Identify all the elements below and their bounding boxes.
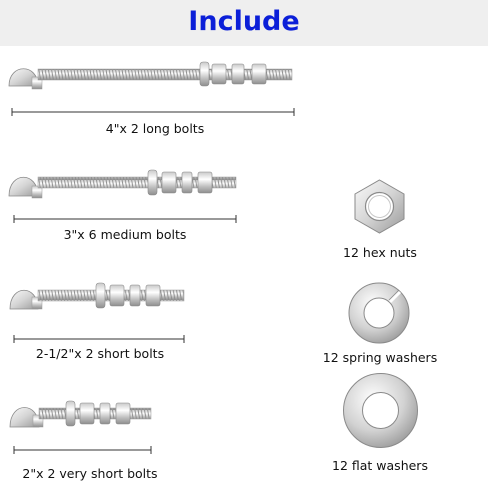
- spring-washer-icon: [349, 283, 409, 343]
- very-short-bolt-icon: [10, 401, 151, 427]
- flat-washer-label: 12 flat washers: [332, 458, 428, 473]
- short-bolt-icon: [10, 283, 184, 309]
- long-bolt-label: 4"x 2 long bolts: [105, 121, 205, 136]
- page-title: Include: [188, 6, 300, 37]
- short-bolt-label: 2-1/2"x 2 short bolts: [35, 346, 165, 361]
- spring-washer-label: 12 spring washers: [322, 350, 438, 365]
- medium-bolt-label: 3"x 6 medium bolts: [63, 227, 187, 242]
- medium-bolt-icon: [9, 170, 236, 198]
- dimension-line: [14, 335, 184, 343]
- dimension-line: [14, 446, 151, 454]
- long-bolt-icon: [9, 62, 292, 89]
- flat-washer-icon: [344, 374, 418, 448]
- dimension-line: [14, 215, 236, 223]
- dimension-line: [12, 108, 294, 116]
- hex-nut-label: 12 hex nuts: [343, 245, 417, 260]
- very-short-bolt-label: 2"x 2 very short bolts: [22, 466, 158, 481]
- hex-nut-icon: [355, 180, 404, 233]
